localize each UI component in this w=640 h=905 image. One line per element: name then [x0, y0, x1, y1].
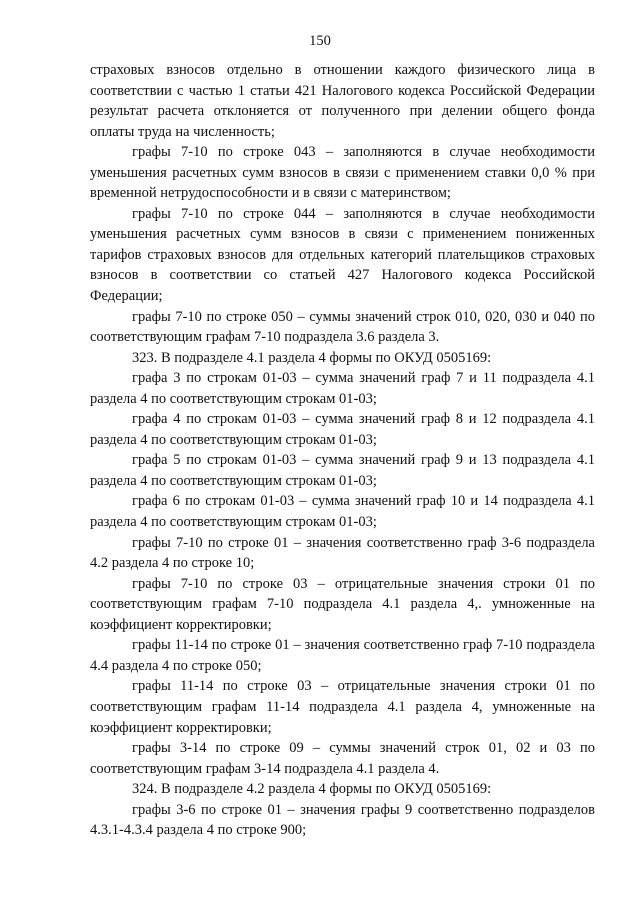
paragraph: графы 7-10 по строке 050 – суммы значений строк 010, 020, 030 и 040 по соответствующим графам 7-10 подраздела 3.6 раздела 3.: [90, 308, 595, 346]
paragraph: графа 3 по строкам 01-03 – сумма значений граф 7 и 11 подраздела 4.1 раздела 4 по соответствующим строкам 01-03;: [90, 370, 595, 407]
page-number: 150: [309, 33, 331, 49]
paragraph: графы 7-10 по строке 03 – отрицательные значения строки 01 по соответствующим графам 7-10 подраздела 4.1 раздела 4,. умноженные на коэффициент корректировки;: [90, 575, 595, 633]
paragraph: графы 3-6 по строке 01 – значения графы 9 соответственно подразделов 4.3.1-4.3.4 раздела 4 по строке 900;: [90, 801, 595, 839]
paragraph: графы 3-14 по строке 09 – суммы значений строк 01, 02 и 03 по соответствующим графам 3-14 подраздела 4.1 раздела 4.: [90, 740, 595, 777]
document-body: [90, 60, 595, 841]
paragraph: графы 11-14 по строке 01 – значения соответственно граф 7-10 подраздела 4.4 раздела 4 по строке 050;: [90, 637, 595, 674]
paragraph: графы 11-14 по строке 03 – отрицательные значения строки 01 по соответствующим графам 11-14 подраздела 4.1 раздела 4, умноженные на коэффициент корректировки;: [90, 678, 595, 736]
paragraph: графы 7-10 по строке 044 – заполняются в случае необходимости уменьшения расчетных сумм взносов в связи с применением пониженных тарифов страховых взносов для отдельных категорий плательщиков страховых взносов в соответствии со статьей 427 Налогового кодекса Российской Федерации;: [90, 205, 595, 305]
section-heading-323: 323. В подразделе 4.1 раздела 4 формы по ОКУД 0505169:: [132, 349, 492, 366]
paragraph: графа 6 по строкам 01-03 – сумма значений граф 10 и 14 подраздела 4.1 раздела 4 по соответствующим строкам 01-03;: [90, 493, 595, 531]
paragraph: графы 7-10 по строке 01 – значения соответственно граф 3-6 подраздела 4.2 раздела 4 по строке 10;: [90, 534, 595, 572]
paragraph: графа 4 по строкам 01-03 – сумма значений граф 8 и 12 подраздела 4.1 раздела 4 по соответствующим строкам 01-03;: [90, 411, 595, 448]
paragraph: графа 5 по строкам 01-03 – сумма значений граф 9 и 13 подраздела 4.1 раздела 4 по соответствующим строкам 01-03;: [90, 452, 595, 489]
paragraph: графы 7-10 по строке 043 – заполняются в случае необходимости уменьшения расчетных сумм взносов в связи с применением ставки 0,0 % при временной нетрудоспособности и в связи с материнством;: [90, 144, 595, 202]
section-heading-324: 324. В подразделе 4.2 раздела 4 формы по ОКУД 0505169:: [132, 781, 492, 798]
paragraph: страховых взносов отдельно в отношении каждого физического лица в соответствии с частью 1 статьи 421 Налогового кодекса Российской Федерации результат расчета отклоняется от полученного при делении общего фонда оплаты труда на численность;: [90, 62, 595, 140]
